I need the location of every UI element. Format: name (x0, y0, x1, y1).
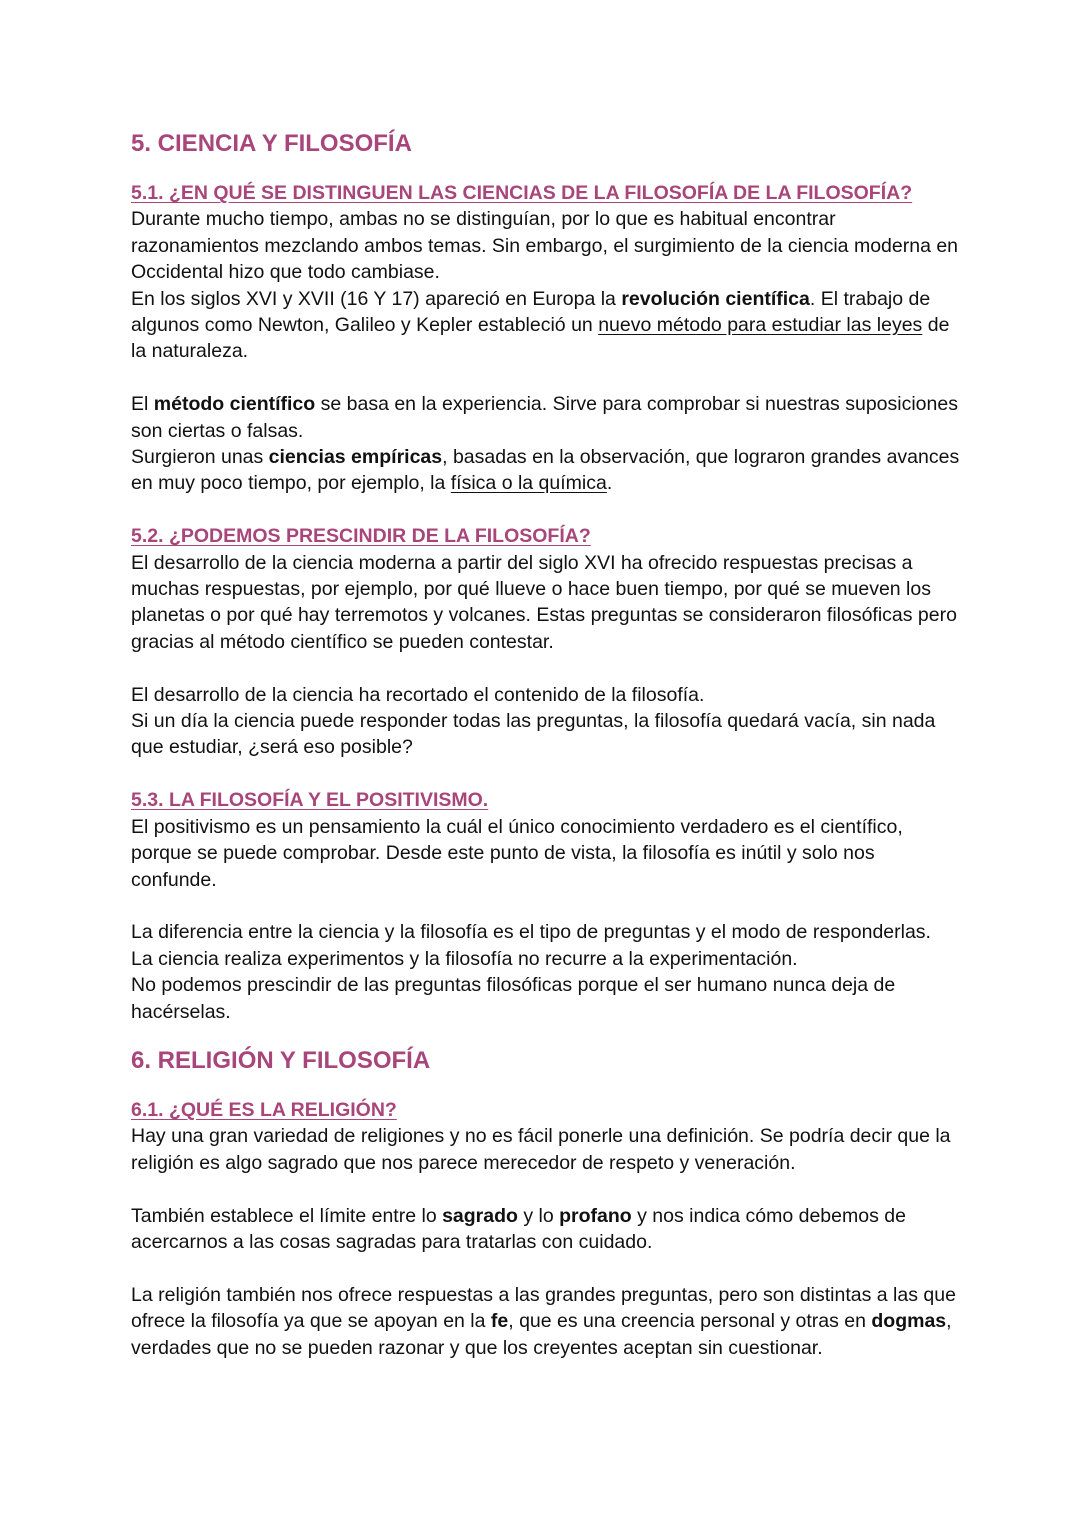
bold-dogmas: dogmas (871, 1310, 947, 1333)
bold-ciencias-empiricas: ciencias empíricas (268, 446, 443, 469)
section-6-title: 6. RELIGIÓN Y FILOSOFÍA (131, 1046, 431, 1074)
section-5-title: 5. CIENCIA Y FILOSOFÍA (131, 130, 412, 157)
bold-sagrado: sagrado (442, 1204, 518, 1227)
subsection-5-2-heading: 5.2. ¿PODEMOS PRESCINDIR DE LA FILOSOFÍA? (131, 525, 591, 548)
underlined-nuevo-metodo: nuevo método para estudiar las leyes (598, 314, 923, 337)
bold-fe: fe (490, 1310, 509, 1333)
paragraph-5-1-b: En los siglos XVI y XVII (16 Y 17) apareció en Europa la revolución científica. El trabajo de algunos como Newton, Galileo y Kepler estableció un nuevo método para estudiar las leyes de la naturaleza. (131, 287, 950, 363)
paragraph-5-3-c: La ciencia realiza experimentos y la filosofía no recurre a la experimentación. (131, 947, 798, 970)
subsection-5-1-heading: 5.1. ¿EN QUÉ SE DISTINGUEN LAS CIENCIAS DE LA FILOSOFÍA DE LA FILOSOFÍA? (131, 182, 913, 204)
underlined-fisica-quimica: física o la química (450, 472, 607, 495)
paragraph-6-1-b: También establece el límite entre lo sagrado y lo profano y nos indica cómo debemos de acercarnos a las cosas sagradas para tratarlas con cuidado. (131, 1204, 906, 1253)
paragraph-5-3-d: No podemos prescindir de las preguntas filosóficas porque el ser humano nunca deja de hacérselas. (131, 974, 896, 1023)
paragraph-5-1-c: El método científico se basa en la experiencia. Sirve para comprobar si nuestras suposiciones son ciertas o falsas. (131, 393, 958, 442)
bold-metodo-cientifico: método científico (153, 393, 316, 416)
paragraph-5-1-a: Durante mucho tiempo, ambas no se distinguían, por lo que es habitual encontrar razonamientos mezclando ambos temas. Sin embargo, el surgimiento de la ciencia moderna en Occidental hizo que todo cambiase. (131, 208, 959, 284)
paragraph-6-1-c: La religión también nos ofrece respuestas a las grandes preguntas, pero son distintas a las que ofrece la filosofía ya que se apoyan en la fe, que es una creencia personal y otras en dogmas, verdades que no se pueden razonar y que los creyentes aceptan sin cuestionar. (131, 1283, 956, 1359)
paragraph-5-1-d: Surgieron unas ciencias empíricas, basadas en la observación, que lograron grandes avances en muy poco tiempo, por ejemplo, la física o la química. (131, 446, 960, 495)
subsection-6-1-heading: 6.1. ¿QUÉ ES LA RELIGIÓN? (131, 1098, 397, 1121)
paragraph-5-2-c: Si un día la ciencia puede responder todas las preguntas, la filosofía quedará vacía, sin nada que estudiar, ¿será eso posible? (131, 710, 936, 759)
bold-profano: profano (559, 1204, 632, 1227)
paragraph-5-2-b: El desarrollo de la ciencia ha recortado el contenido de la filosofía. (131, 683, 705, 706)
paragraph-6-1-a: Hay una gran variedad de religiones y no es fácil ponerle una definición. Se podría decir que la religión es algo sagrado que nos parece merecedor de respeto y veneración. (131, 1125, 951, 1174)
paragraph-5-3-b: La diferencia entre la ciencia y la filosofía es el tipo de preguntas y el modo de responderlas. (131, 921, 931, 944)
document-page (131, 125, 961, 1361)
subsection-5-3-heading: 5.3. LA FILOSOFÍA Y EL POSITIVISMO. (131, 789, 489, 812)
paragraph-5-3-a: El positivismo es un pensamiento la cuál el único conocimiento verdadero es el científico, porque se puede comprobar. Desde este punto de vista, la filosofía es inútil y solo nos confunde. (131, 815, 903, 891)
bold-revolucion-cientifica: revolución científica (621, 287, 810, 310)
paragraph-5-2-a: El desarrollo de la ciencia moderna a partir del siglo XVI ha ofrecido respuestas precisas a muchas respuestas, por ejemplo, por qué llueve o hace buen tiempo, por qué se mueven los planetas o por qué hay terremotos y volcanes. Estas preguntas se consideraron filosóficas pero gracias al método científico se pueden contestar. (131, 551, 957, 653)
